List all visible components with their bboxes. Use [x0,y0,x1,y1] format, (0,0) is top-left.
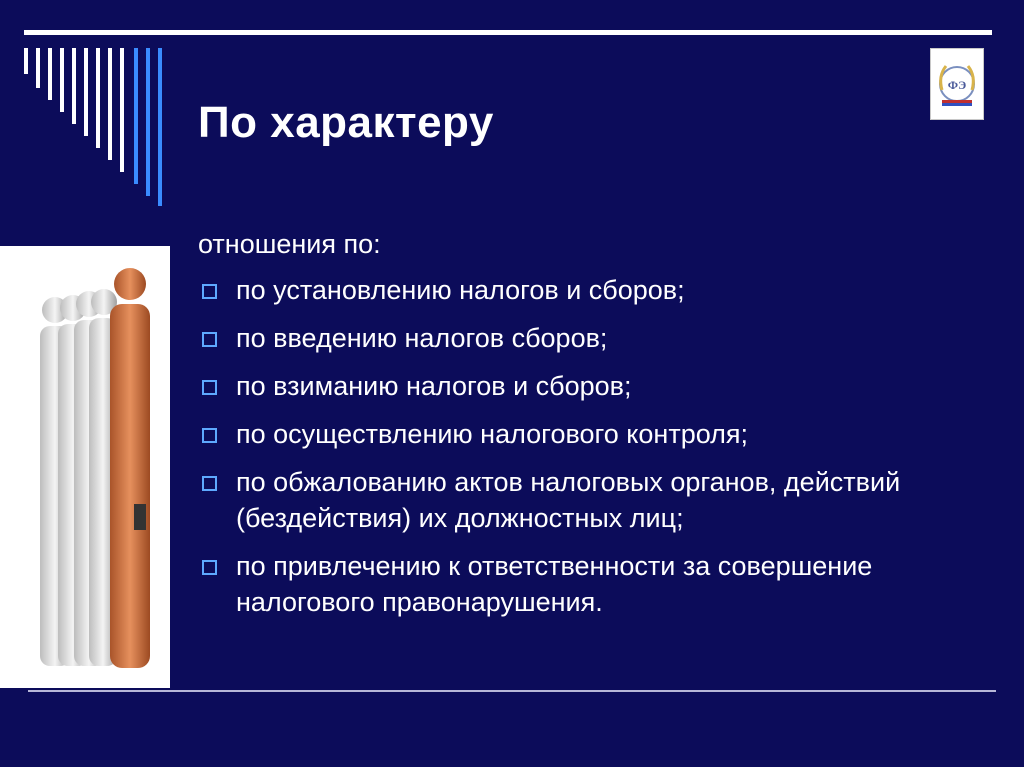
list-item: по привлечению к ответственности за совершение налогового правонарушения. [198,548,998,620]
decorative-stripes [0,0,200,210]
list-item: по осуществлению налогового контроля; [198,416,998,452]
slide-content [198,226,998,632]
list-item: по установлению налогов и сборов; [198,272,998,308]
list-item: по обжалованию актов налоговых органов, действий (бездействия) их должностных лиц; [198,464,998,536]
list-item: по введению налогов сборов; [198,320,998,356]
people-figures-image [0,246,170,688]
svg-text:ФЭ: ФЭ [947,78,967,92]
slide-title: По характеру [198,98,494,147]
university-emblem-logo [930,48,984,120]
list-intro: отношения по: [198,229,381,259]
bullet-list [198,272,998,620]
university-emblem-icon [934,56,980,112]
bottom-divider [28,690,996,692]
people-illustration [0,246,170,688]
list-item: по взиманию налогов и сборов; [198,368,998,404]
